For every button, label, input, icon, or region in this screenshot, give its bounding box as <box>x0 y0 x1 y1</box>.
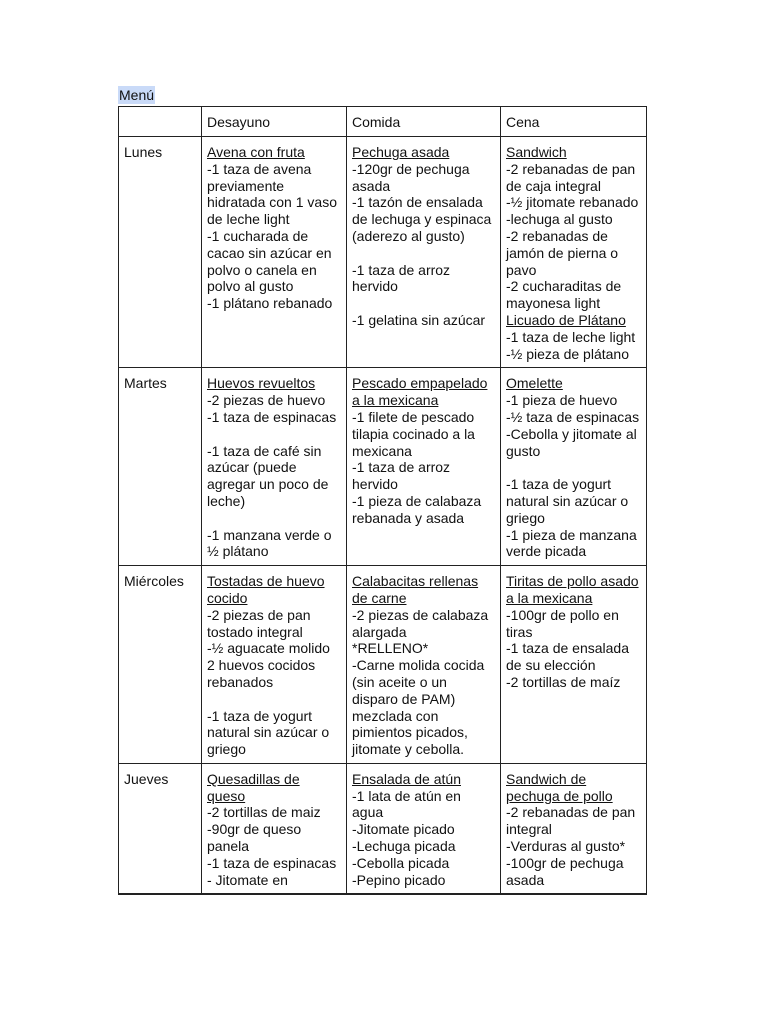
ingredient-line: -½ pieza de plátano <box>506 345 629 362</box>
table-row <box>119 566 647 764</box>
ingredient-line <box>352 245 495 262</box>
ingredient-line: -½ jitomate rebanado <box>506 194 639 211</box>
menu-table <box>118 106 647 895</box>
ingredient-line: -Carne molida cocida (sin aceite o un disparo de PAM) mezclada con pimientos picados, jitomate y cebolla. <box>352 657 485 758</box>
ingredient-line: -1 tazón de ensalada de lechuga y espinaca (aderezo al gusto) <box>352 194 492 244</box>
ingredient-line: -2 rebanadas de jamón de pierna o pavo <box>506 227 619 278</box>
ingredient-line: -1 taza de café sin azúcar (puede agregar un poco de leche) <box>207 442 329 509</box>
ingredient-line: -2 cucharaditas de mayonesa light <box>506 278 622 312</box>
ingredient-line: -Cebolla y jitomate al gusto <box>506 425 637 459</box>
ingredient-line: - Jitomate en <box>207 871 288 888</box>
dish-title: Avena con fruta <box>207 144 305 160</box>
meal-cell-desayuno <box>202 368 347 566</box>
meal-cell-desayuno <box>202 566 347 764</box>
dish-title: Huevos revueltos <box>207 375 316 392</box>
meal-cell-cena <box>501 566 647 764</box>
header-cell-desayuno: Desayuno <box>202 107 347 137</box>
ingredient-line: -1 taza de ensalada de su elección <box>506 640 629 674</box>
dish-title: Ensalada de atún <box>352 770 461 787</box>
ingredient-line: -1 taza de yogurt natural sin azúcar o griego <box>506 476 629 526</box>
ingredient-line: -1 gelatina sin azúcar <box>352 311 486 328</box>
day-cell: Jueves <box>119 763 202 894</box>
header-cell-empty <box>119 107 202 137</box>
ingredient-line: 2 huevos cocidos rebanados <box>207 657 316 690</box>
ingredient-line: -1 taza de leche light <box>506 328 636 345</box>
ingredient-line <box>207 510 341 527</box>
meal-cell-comida <box>347 763 501 894</box>
table-header-row <box>119 107 647 137</box>
meal-cell-comida <box>347 566 501 764</box>
dish-title: Tiritas de pollo asado a la mexicana <box>506 573 639 606</box>
dish-title: Calabacitas rellenas de carne <box>352 573 479 606</box>
ingredient-line: -2 piezas de calabaza alargada <box>352 606 489 640</box>
ingredient-line: -1 pieza de manzana verde picada <box>506 526 637 560</box>
ingredient-line: -2 tortillas de maiz <box>207 804 321 821</box>
ingredient-line: -½ taza de espinacas <box>506 408 640 425</box>
ingredient-line: -2 piezas de pan tostado integral <box>207 606 311 640</box>
meal-cell-comida <box>347 368 501 566</box>
ingredient-line: -1 taza de yogurt natural sin azúcar o griego <box>207 707 330 758</box>
ingredient-line <box>207 691 341 708</box>
ingredient-line: -1 pieza de calabaza rebanada y asada <box>352 492 482 526</box>
meal-cell-desayuno <box>202 763 347 894</box>
document-title: Menú <box>119 87 155 103</box>
ingredient-line: -1 lata de atún en agua <box>352 787 461 821</box>
day-cell: Lunes <box>119 137 202 368</box>
ingredient-line: -Cebolla picada <box>352 854 450 871</box>
dish-title: Pescado empapelado a la mexicana <box>352 375 488 409</box>
table-row <box>119 368 647 566</box>
table-row <box>119 137 647 368</box>
ingredient-line: -Pepino picado <box>352 871 446 888</box>
ingredient-line: -2 tortillas de maíz <box>506 673 621 690</box>
ingredient-line: -lechuga al gusto <box>506 211 613 228</box>
header-cell-comida: Comida <box>347 107 501 137</box>
meal-cell-comida <box>347 137 501 368</box>
ingredient-line: -1 taza de arroz hervido <box>352 261 451 295</box>
ingredient-line: -100gr de pechuga asada <box>506 854 624 888</box>
ingredient-line: -1 cucharada de cacao sin azúcar en polvo o canela en polvo al gusto <box>207 227 332 295</box>
ingredient-line <box>207 426 341 443</box>
dish-title: Quesadillas de queso <box>207 770 300 804</box>
dish-title: Pechuga asada <box>352 144 450 160</box>
dish-title: Tostadas de huevo cocido <box>207 573 325 606</box>
ingredient-line: -2 rebanadas de pan de caja integral <box>506 160 636 194</box>
ingredient-line: -1 pieza de huevo <box>506 392 618 409</box>
dish-title: Omelette <box>506 375 563 392</box>
meal-cell-desayuno <box>202 137 347 368</box>
ingredient-line: -120gr de pechuga asada <box>352 160 470 194</box>
ingredient-line: -2 rebanadas de pan integral <box>506 804 636 838</box>
ingredient-line: -Jitomate picado <box>352 821 455 838</box>
ingredient-line: *RELLENO* <box>352 640 429 657</box>
table-row <box>119 763 647 894</box>
meal-cell-cena <box>501 368 647 566</box>
ingredient-line: -½ aguacate molido <box>207 640 330 657</box>
dish-title: Sandwich de pechuga de pollo <box>506 770 613 804</box>
ingredient-line <box>506 459 641 476</box>
meal-cell-cena <box>501 763 647 894</box>
ingredient-line: -90gr de queso panela <box>207 821 302 855</box>
ingredient-line: -1 plátano rebanado <box>207 295 333 312</box>
ingredient-line: -1 filete de pescado tilapia cocinado a la mexicana <box>352 408 475 459</box>
ingredient-line: -Lechuga picada <box>352 838 456 855</box>
ingredient-line: -1 manzana verde o ½ plátano <box>207 526 332 560</box>
ingredient-line: -100gr de pollo en tiras <box>506 606 619 640</box>
ingredient-line: -Verduras al gusto* <box>506 838 626 855</box>
ingredient-line: -1 taza de espinacas <box>207 408 337 425</box>
header-cell-cena: Cena <box>501 107 647 137</box>
day-cell: Miércoles <box>119 566 202 764</box>
ingredient-line: -1 taza de avena previamente hidratada con 1 vaso de leche light <box>207 160 337 228</box>
meal-cell-cena <box>501 137 647 368</box>
day-cell: Martes <box>119 368 202 566</box>
ingredient-line: -1 taza de arroz hervido <box>352 459 451 493</box>
ingredient-line: -1 taza de espinacas <box>207 854 337 871</box>
ingredient-line: -2 piezas de huevo <box>207 392 326 409</box>
dish-title: Sandwich <box>506 144 567 160</box>
ingredient-line <box>352 295 495 312</box>
dish-title: Licuado de Plátano <box>506 311 626 328</box>
